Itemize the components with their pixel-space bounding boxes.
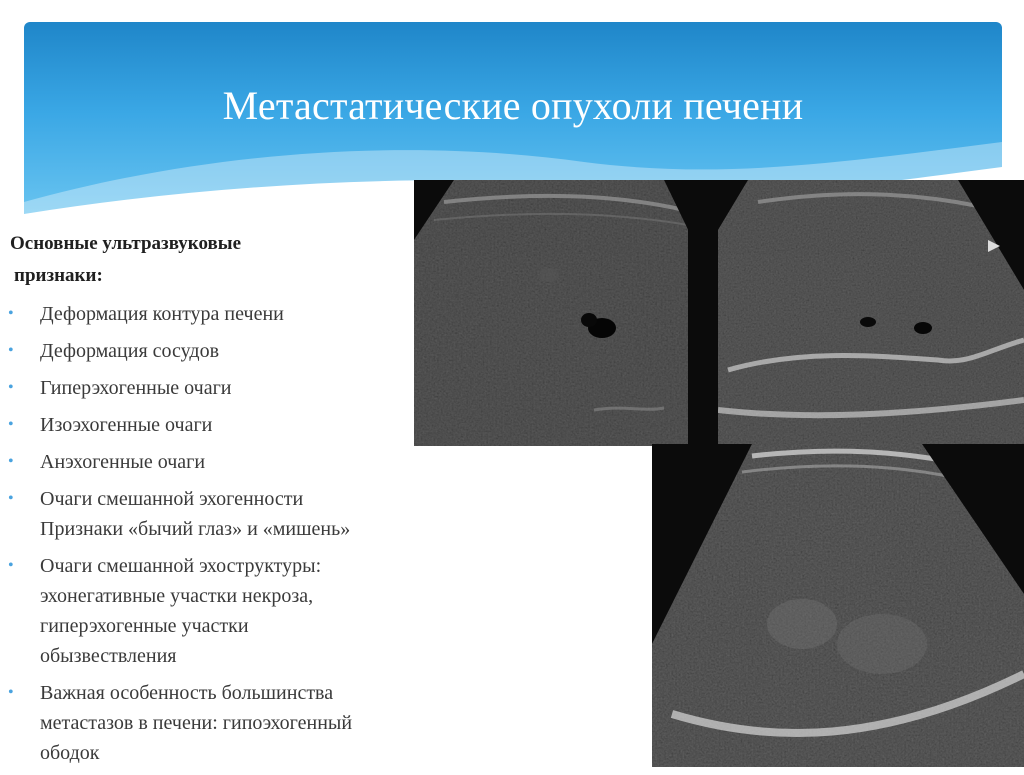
list-item	[8, 551, 448, 671]
list-item-text: эхонегативные участки некроза,	[40, 585, 314, 607]
list-item-text: Деформация сосудов	[40, 340, 220, 362]
list-item	[8, 447, 448, 477]
list-item	[8, 484, 448, 544]
list-item	[8, 336, 448, 366]
slide-title: Метастатические опухоли печени	[222, 83, 804, 128]
list-item-text: обызвествления	[40, 645, 177, 667]
bullet-icon: •	[8, 342, 14, 359]
list-item-text: Важная особенность большинства	[40, 682, 334, 704]
subheading-line: Основные ультразвуковые	[10, 233, 242, 254]
list-item	[8, 410, 448, 440]
subheading	[10, 228, 410, 292]
subheading-line: признаки:	[14, 265, 103, 286]
bullet-icon: •	[8, 416, 14, 433]
list-item	[8, 678, 448, 768]
bullet-icon: •	[8, 684, 14, 701]
list-item	[8, 299, 448, 329]
list-item-text: Анэхогенные очаги	[40, 451, 206, 473]
bullet-icon: •	[8, 453, 14, 470]
list-item-text: Изоэхогенные очаги	[40, 414, 213, 436]
ultrasound-image-3	[652, 444, 1024, 767]
ultrasound-image-1	[414, 180, 722, 446]
bullet-icon: •	[8, 490, 14, 507]
bullet-icon: •	[8, 379, 14, 396]
list-item-text: метастазов в печени: гипоэхогенный	[40, 712, 353, 734]
bullet-icon: •	[8, 557, 14, 574]
ultrasound-image-2	[688, 180, 1024, 446]
bullet-icon: •	[8, 305, 14, 322]
list-item-text: ободок	[40, 742, 100, 764]
list-item-text: Очаги смешанной эхоструктуры:	[40, 555, 322, 577]
list-item	[8, 373, 448, 403]
list-item-text: Признаки «бычий глаз» и «мишень»	[40, 518, 351, 540]
list-item-text: Очаги смешанной эхогенности	[40, 488, 304, 510]
feature-list	[8, 299, 448, 775]
list-item-text: Гиперэхогенные очаги	[40, 377, 232, 399]
list-item-text: Деформация контура печени	[40, 303, 284, 325]
list-item-text: гиперэхогенные участки	[40, 615, 249, 637]
